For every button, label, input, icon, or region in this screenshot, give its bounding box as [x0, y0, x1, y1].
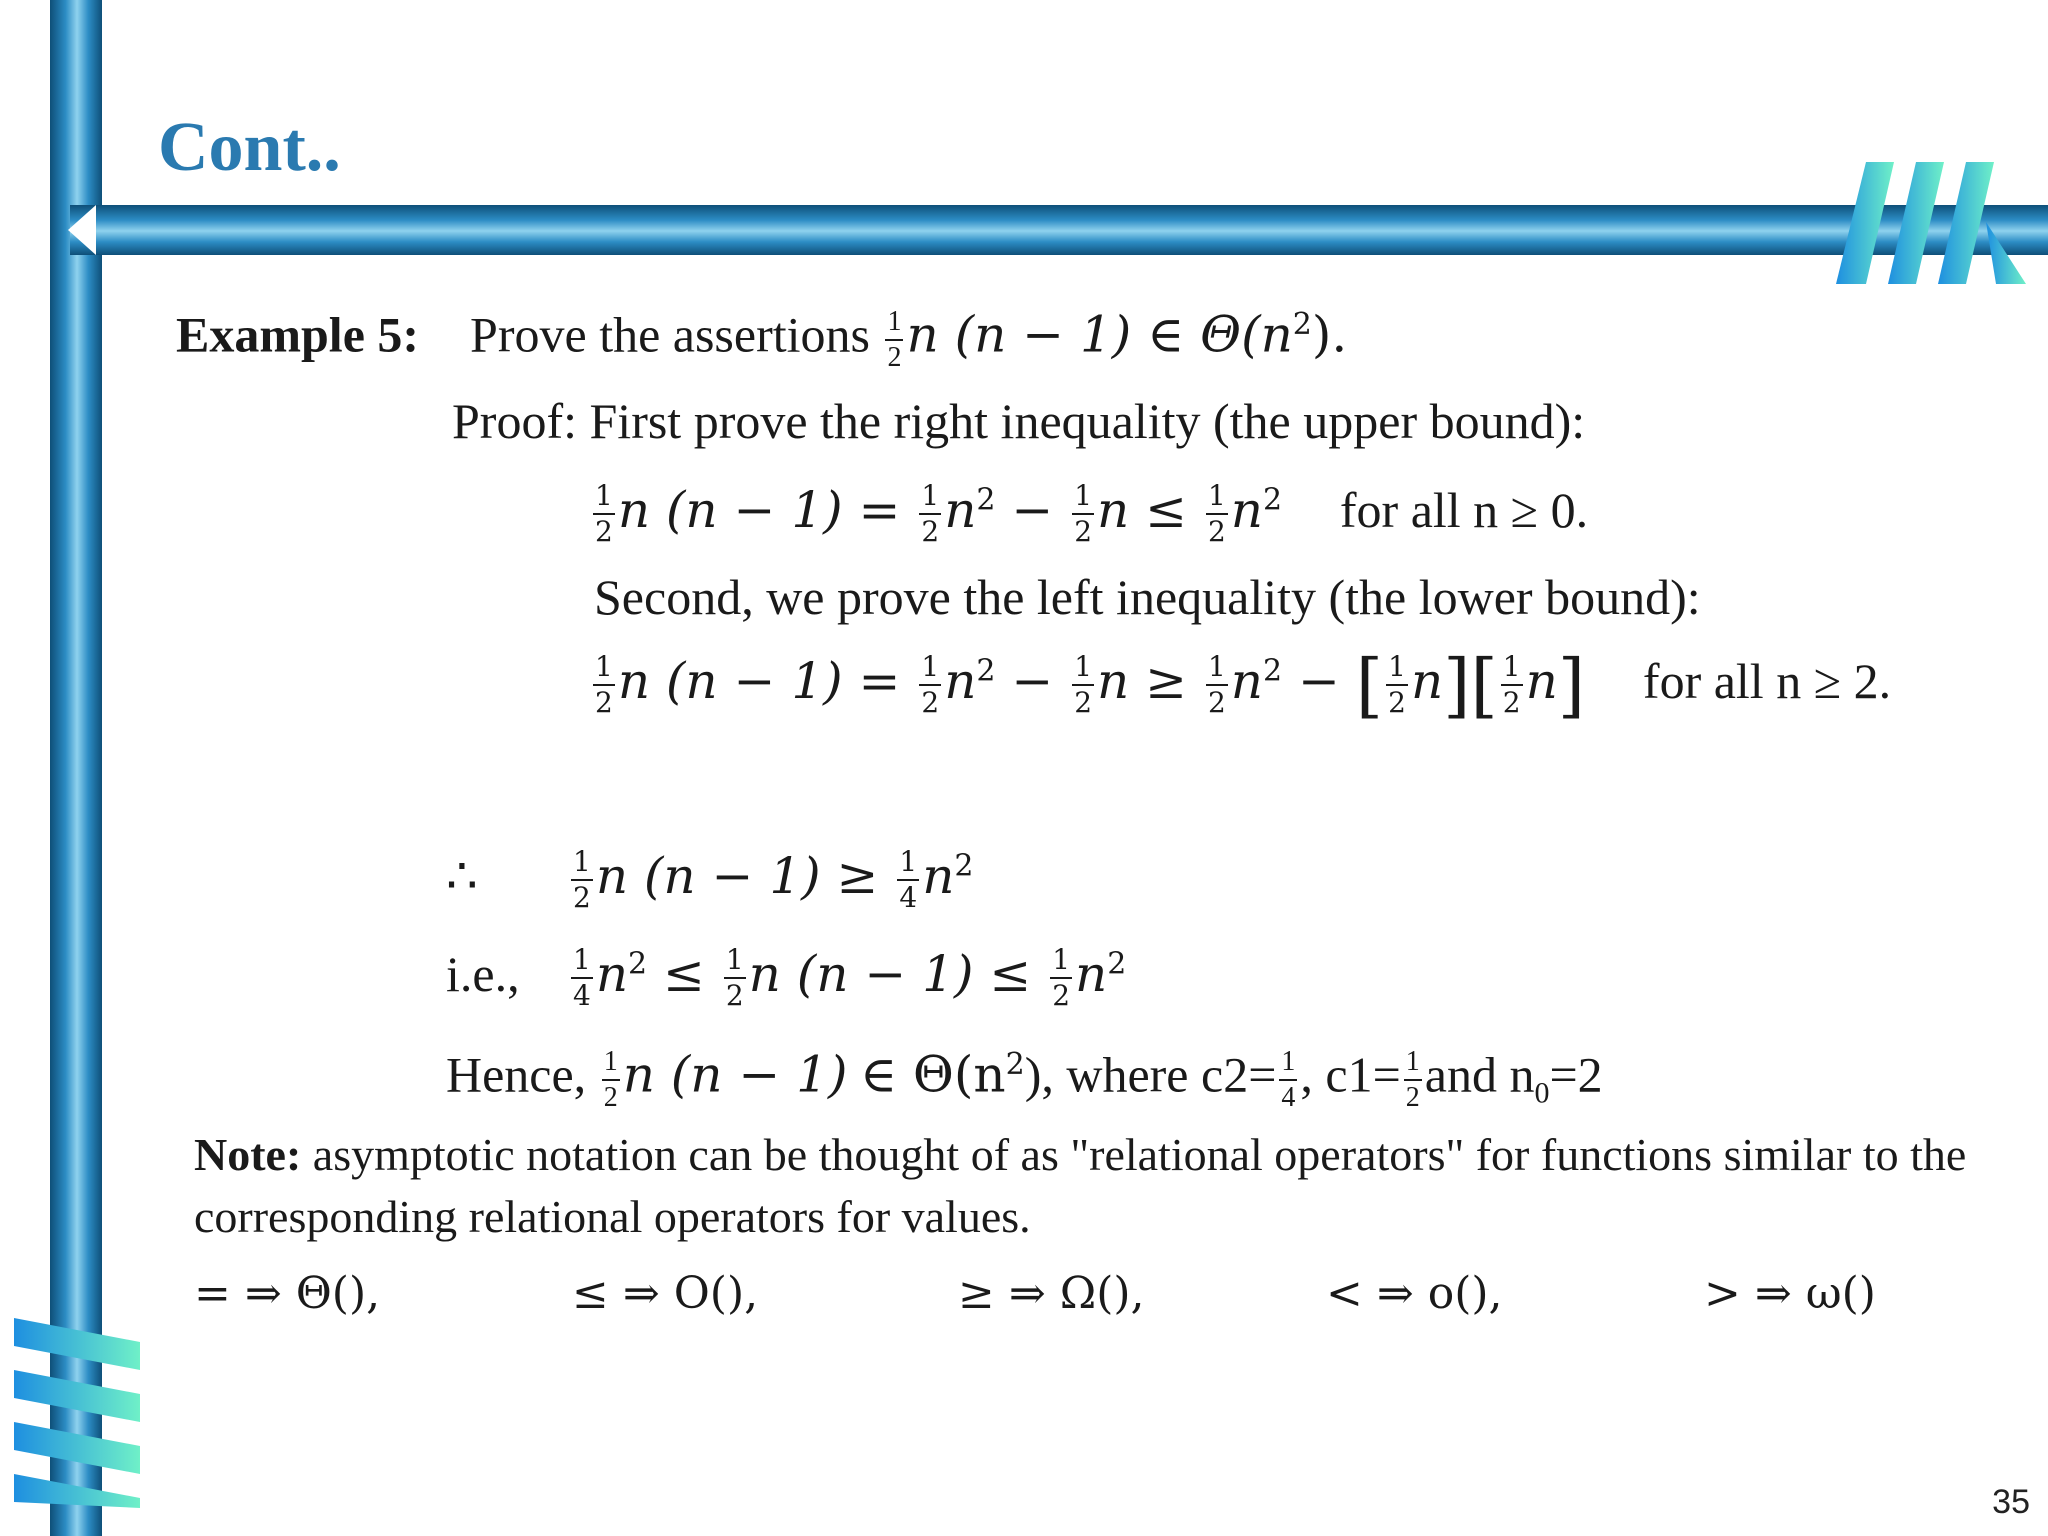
- proof-intro: Proof: First prove the right inequality (the upper bound):: [452, 393, 1586, 449]
- page-number: 35: [1992, 1483, 2030, 1521]
- upper-bound-inequality: $\frac{1}{2}$ n (n − 1) = $\frac{1}{2}$ $n^2$ − $\frac{1}{2}$ n ≤ $\frac{1}{2}$ $n^2$ for all n ≥ 0.: [595, 479, 1589, 548]
- example-label: Example 5:: [176, 306, 420, 363]
- stripes-icon: [14, 1318, 140, 1508]
- operator-theta: = ⇒ Θ(),: [194, 1268, 381, 1319]
- prove-text: Prove the assertions: [470, 306, 870, 363]
- second-statement: Second, we prove the left inequality (the lower bound):: [594, 569, 1701, 625]
- note-label: Note:: [194, 1129, 302, 1180]
- note-line-2: corresponding relational operators for values.: [194, 1191, 1031, 1242]
- therefore-symbol: ∴: [446, 847, 478, 905]
- operator-omega: ≥ ⇒ Ω(),: [958, 1268, 1145, 1319]
- operator-little-omega: > ⇒ ω(): [1704, 1268, 1876, 1319]
- bar-arrow-tip: [68, 205, 96, 255]
- operator-little-o: < ⇒ o(),: [1326, 1268, 1503, 1319]
- fraction-half: $\frac{1}{2}$: [887, 306, 902, 373]
- stripes-icon: [1836, 162, 2026, 284]
- operator-big-o: ≤ ⇒ O(),: [572, 1268, 759, 1319]
- slide-title: Cont..: [158, 109, 341, 186]
- lower-bound-inequality: $\frac{1}{2}$ n (n − 1) = $\frac{1}{2}$ $n^2$ − $\frac{1}{2}$ n ≥ $\frac{1}{2}$ $n^2$ − [ $\frac{1}{2}$ n][ $\frac{1}{2}$ n] for all n ≥ 2.: [595, 644, 1892, 726]
- ie-line: i.e., $\frac{1}{4}$ $n^2$ ≤ $\frac{1}{2}$ n (n − 1) ≤ $\frac{1}{2}$ $n^2$: [446, 943, 1127, 1012]
- example-line: Example 5: Prove the assertions $\frac{1}{2}$ n (n − 1) ∈ $\Theta(n^2)$.: [176, 305, 1348, 373]
- therefore-line: ∴ $\frac{1}{2}$ n (n − 1) ≥ $\frac{1}{4}$ $n^2$: [446, 845, 974, 914]
- note-line-1: Note: asymptotic notation can be thought of as "relational operators" for functions similar to the: [194, 1129, 1967, 1180]
- hence-line: Hence, $\frac{1}{2}$ n (n − 1) ∈ $\Theta(n^2)$, where c2= $\frac{1}{4}$ , c1= $\frac{1}{2}$ and $n_0=2$: [446, 1045, 1603, 1113]
- title-underline-bar: [70, 205, 2048, 255]
- claim-expression: n (n − 1) ∈ Θ(n: [906, 305, 1293, 364]
